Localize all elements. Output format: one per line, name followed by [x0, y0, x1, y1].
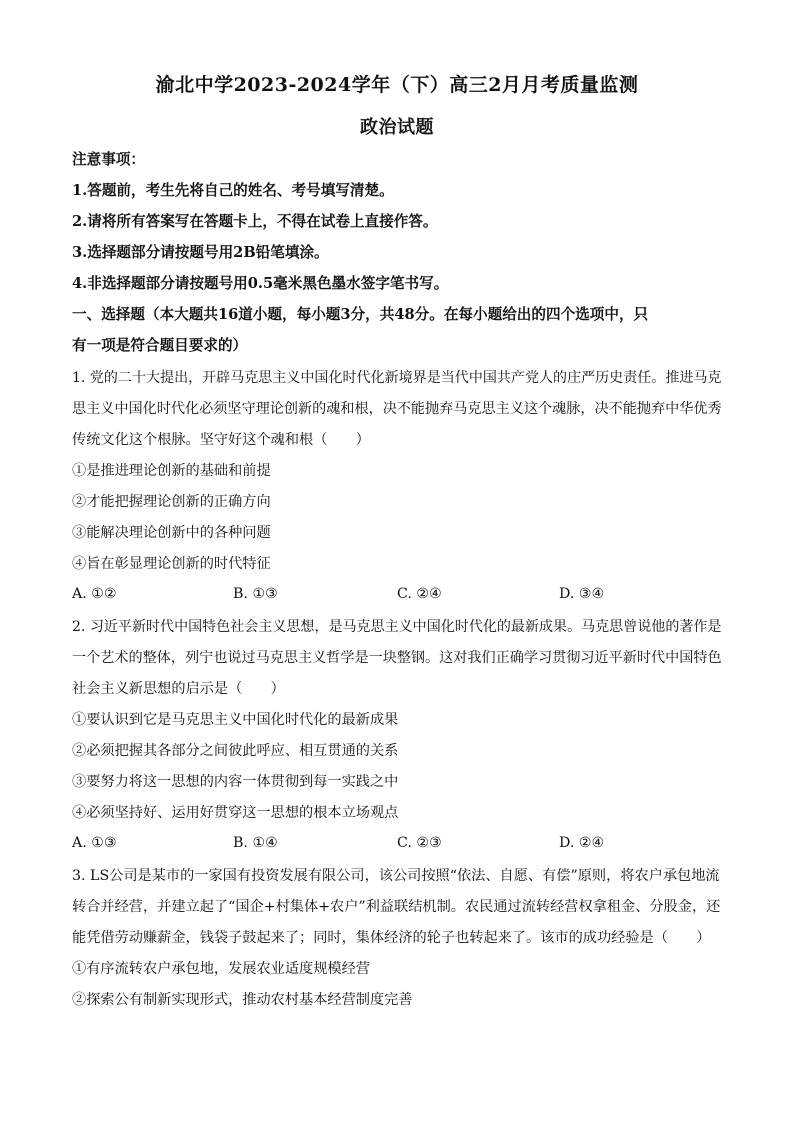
option-c: C. ②④ [397, 586, 442, 602]
question-stem: 转合并经营，并建立起了“国企+村集体+农户”利益联结机制。农民通过流转经营权拿租金、分股金，还 [72, 899, 721, 915]
statement: ②才能把握理论创新的正确方向 [72, 494, 271, 510]
section-heading: 一、选择题（本大题共16道小题，每小题3分，共48分。在每小题给出的四个选项中，只 [72, 306, 649, 323]
option-d: D. ②④ [559, 835, 605, 851]
question-stem: 2. 习近平新时代中国特色社会主义思想，是马克思主义中国化时代化的最新成果。马克思曾说他的著作是 [72, 619, 722, 635]
statement: ①有序流转农户承包地，发展农业适度规模经营 [72, 961, 370, 977]
statement: ③能解决理论创新中的各种问题 [72, 525, 271, 541]
question-stem: 1. 党的二十大提出，开辟马克思主义中国化时代化新境界是当代中国共产党人的庄严历史责任。推进马克 [72, 370, 722, 386]
note-item: 1.答题前，考生先将自己的姓名、考号填写清楚。 [72, 182, 394, 199]
statement: ④旨在彰显理论创新的时代特征 [72, 556, 271, 572]
option-c: C. ②③ [397, 835, 442, 851]
option-b: B. ①④ [233, 835, 278, 851]
question-stem: 传统文化这个根脉。坚守好这个魂和根（ ） [72, 432, 370, 448]
section-heading-cont: 有一项是符合题目要求的） [72, 337, 248, 354]
option-d: D. ③④ [559, 586, 605, 602]
question-stem: 能凭借劳动赚薪金，钱袋子鼓起来了；同时，集体经济的轮子也转起来了。该市的成功经验是（ ） [72, 930, 711, 946]
note-item: 4.非选择题部分请按题号用0.5毫米黑色墨水签字笔书写。 [72, 275, 449, 292]
note-item: 3.选择题部分请按题号用2B铅笔填涂。 [72, 244, 329, 261]
notes-heading: 注意事项： [72, 151, 145, 168]
question-stem: 社会主义新思想的启示是（ ） [72, 681, 285, 697]
question-stem: 一个艺术的整体，列宁也说过马克思主义哲学是一块整钢。这对我们正确学习贯彻习近平新时代中国特色 [72, 650, 722, 666]
option-a: A. ①③ [72, 835, 117, 851]
statement: ④必须坚持好、运用好贯穿这一思想的根本立场观点 [72, 805, 399, 821]
question-stem: 思主义中国化时代化必须坚守理论创新的魂和根，决不能抛弃马克思主义这个魂脉，决不能抛弃中华优秀 [72, 401, 722, 417]
statement: ①是推进理论创新的基础和前提 [72, 463, 271, 479]
answer-options [72, 586, 722, 606]
answer-options [72, 835, 722, 855]
exam-subtitle: 政治试题 [360, 117, 434, 138]
statement: ②必须把握其各部分之间彼此呼应、相互贯通的关系 [72, 743, 399, 759]
note-item: 2.请将所有答案写在答题卡上，不得在试卷上直接作答。 [72, 213, 438, 230]
option-b: B. ①③ [233, 586, 278, 602]
option-a: A. ①② [72, 586, 117, 602]
exam-title: 渝北中学2023-2024学年（下）高三2月月考质量监测 [155, 74, 639, 96]
statement: ③要努力将这一思想的内容一体贯彻到每一实践之中 [72, 774, 399, 790]
question-stem: 3. LS公司是某市的一家国有投资发展有限公司，该公司按照“依法、自愿、有偿”原则，将农户承包地流 [72, 868, 720, 884]
statement: ②探索公有制新实现形式，推动农村基本经营制度完善 [72, 992, 413, 1008]
statement: ①要认识到它是马克思主义中国化时代化的最新成果 [72, 712, 399, 728]
